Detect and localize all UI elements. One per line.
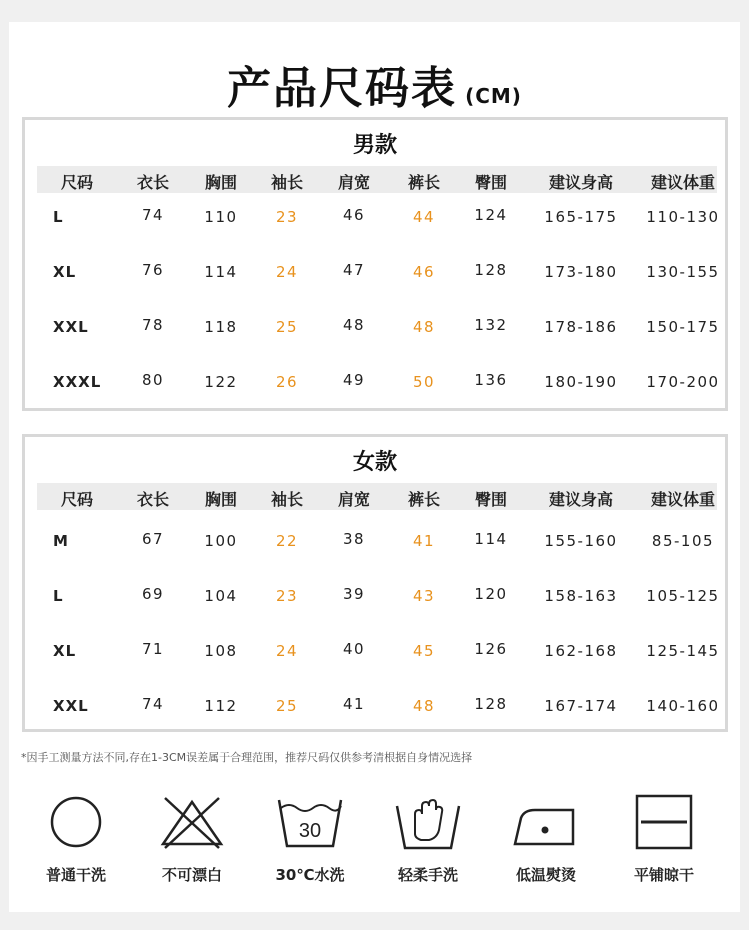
size-cell: L (53, 208, 64, 226)
size-cell: L (53, 587, 64, 605)
table-cell: 122 (204, 373, 238, 391)
table-cell: 124 (474, 206, 508, 224)
table-cell: 44 (412, 208, 436, 226)
care-label: 不可漂白 (161, 866, 222, 884)
care-label: 平铺晾干 (633, 866, 694, 884)
table-cell: 180-190 (544, 373, 618, 391)
men-table-header (37, 166, 717, 193)
table-cell: 110 (204, 208, 238, 226)
table-cell: 162-168 (544, 642, 618, 660)
table-cell: 128 (474, 695, 508, 713)
table-cell: 23 (275, 587, 299, 605)
size-cell: XXXL (53, 373, 102, 391)
column-header: 尺码 (60, 490, 94, 509)
care-item-low-iron (491, 792, 601, 902)
iron-low-icon (511, 792, 581, 852)
column-header: 衣长 (136, 173, 170, 192)
table-cell: 48 (412, 697, 436, 715)
table-cell: 46 (412, 263, 436, 281)
table-cell: 110-130 (646, 208, 720, 226)
table-cell: 173-180 (544, 263, 618, 281)
table-cell: 26 (275, 373, 299, 391)
women-table-header (37, 483, 717, 510)
table-cell: 43 (412, 587, 436, 605)
table-cell: 125-145 (646, 642, 720, 660)
column-header: 肩宽 (337, 173, 371, 192)
column-header: 臀围 (474, 173, 508, 192)
column-header: 建议身高 (548, 490, 614, 509)
table-cell: 49 (342, 371, 366, 389)
table-row (25, 640, 725, 680)
column-header: 袖长 (270, 173, 304, 192)
table-row (25, 261, 725, 301)
table-cell: 24 (275, 642, 299, 660)
table-cell: 155-160 (544, 532, 618, 550)
size-cell: M (53, 532, 69, 550)
table-cell: 112 (204, 697, 238, 715)
hand-wash-icon (393, 792, 463, 852)
table-cell: 39 (342, 585, 366, 603)
unit-label: (CM) (465, 84, 522, 108)
column-header: 袖长 (270, 490, 304, 509)
table-cell: 126 (474, 640, 508, 658)
table-cell: 165-175 (544, 208, 618, 226)
table-cell: 114 (204, 263, 238, 281)
table-cell: 140-160 (646, 697, 720, 715)
column-header: 胸围 (204, 173, 238, 192)
table-cell: 80 (141, 371, 165, 389)
size-cell: XXL (53, 697, 89, 715)
table-cell: 100 (204, 532, 238, 550)
table-cell: 114 (474, 530, 508, 548)
table-cell: 25 (275, 697, 299, 715)
wash-temp-text: 30 (298, 820, 322, 842)
men-size-table (22, 117, 728, 411)
column-header: 胸围 (204, 490, 238, 509)
men-section-title: 男款 (352, 133, 397, 158)
size-chart-card (9, 22, 740, 912)
table-cell: 150-175 (646, 318, 720, 336)
size-cell: XXL (53, 318, 89, 336)
table-cell: 24 (275, 263, 299, 281)
wash-30-icon (275, 792, 345, 852)
care-item-no-bleach (137, 792, 247, 902)
column-header: 尺码 (60, 173, 94, 192)
table-cell: 41 (412, 532, 436, 550)
care-label: 低温熨烫 (515, 866, 576, 884)
table-cell: 178-186 (544, 318, 618, 336)
women-section-title: 女款 (352, 450, 397, 475)
table-cell: 47 (342, 261, 366, 279)
table-row (25, 371, 725, 411)
table-cell: 38 (342, 530, 366, 548)
table-cell: 128 (474, 261, 508, 279)
table-cell: 105-125 (646, 587, 720, 605)
column-header: 衣长 (136, 490, 170, 509)
table-cell: 136 (474, 371, 508, 389)
care-item-wash-30 (255, 792, 365, 902)
table-cell: 130-155 (646, 263, 720, 281)
table-cell: 46 (342, 206, 366, 224)
table-row (25, 206, 725, 246)
table-cell: 69 (141, 585, 165, 603)
table-cell: 74 (141, 206, 165, 224)
table-cell: 50 (412, 373, 436, 391)
table-row (25, 695, 725, 735)
table-cell: 170-200 (646, 373, 720, 391)
column-header: 裤长 (407, 490, 441, 509)
table-cell: 25 (275, 318, 299, 336)
care-label: 轻柔手洗 (397, 866, 458, 884)
no-bleach-icon (157, 792, 227, 852)
women-size-table (22, 434, 728, 732)
table-cell: 40 (342, 640, 366, 658)
table-cell: 158-163 (544, 587, 618, 605)
column-header: 建议体重 (650, 490, 716, 509)
care-item-dry-clean (21, 792, 131, 902)
table-cell: 104 (204, 587, 238, 605)
column-header: 裤长 (407, 173, 441, 192)
table-cell: 132 (474, 316, 508, 334)
table-cell: 120 (474, 585, 508, 603)
table-cell: 71 (141, 640, 165, 658)
table-cell: 74 (141, 695, 165, 713)
page-title-wrap (9, 52, 740, 112)
table-cell: 76 (141, 261, 165, 279)
care-label: 30℃水洗 (275, 866, 345, 884)
care-item-hand-wash (373, 792, 483, 902)
care-label: 普通干洗 (45, 866, 106, 884)
circle-icon (46, 792, 106, 852)
care-item-flat-dry (609, 792, 719, 902)
table-cell: 67 (141, 530, 165, 548)
table-cell: 23 (275, 208, 299, 226)
table-cell: 108 (204, 642, 238, 660)
column-header: 建议身高 (548, 173, 614, 192)
column-header: 建议体重 (650, 173, 716, 192)
table-cell: 167-174 (544, 697, 618, 715)
flat-dry-icon (629, 792, 699, 852)
table-cell: 85-105 (651, 532, 715, 550)
measurement-note: *因手工测量方法不同,存在1-3CM误差属于合理范围，推荐尺码仅供参考清根据自身情况选择 (21, 751, 473, 764)
table-cell: 118 (204, 318, 238, 336)
size-cell: XL (53, 642, 77, 660)
table-cell: 48 (342, 316, 366, 334)
table-cell: 48 (412, 318, 436, 336)
column-header: 肩宽 (337, 490, 371, 509)
table-cell: 41 (342, 695, 366, 713)
table-row (25, 585, 725, 625)
table-cell: 45 (412, 642, 436, 660)
table-row (25, 530, 725, 570)
column-header: 臀围 (474, 490, 508, 509)
table-cell: 78 (141, 316, 165, 334)
table-row (25, 316, 725, 356)
size-cell: XL (53, 263, 77, 281)
page-title: 产品尺码表 (227, 63, 458, 114)
table-cell: 22 (275, 532, 299, 550)
